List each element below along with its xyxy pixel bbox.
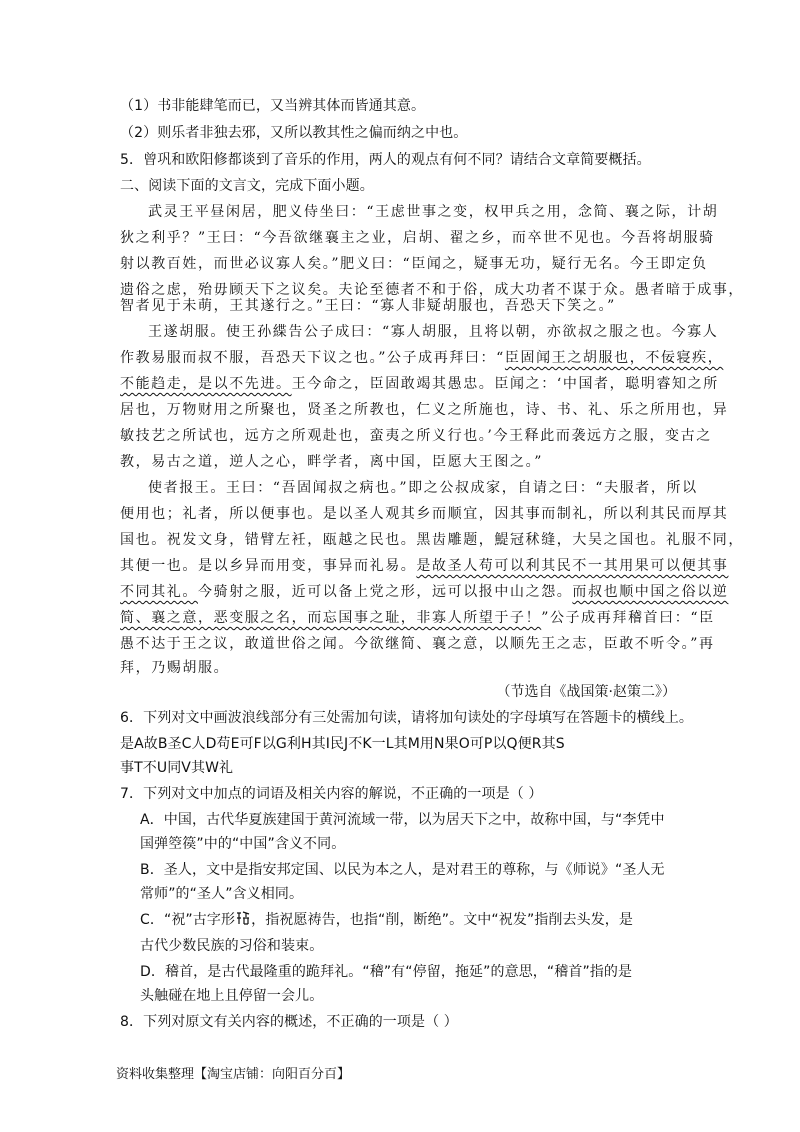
option-b: 常师”的“圣人”含义相同。 <box>140 886 304 902</box>
passage-line: 敏技艺之所试也，远方之所观赴也，蛮夷之所义行也。’今王释此而袭远方之服，变古之 <box>120 428 712 444</box>
passage-text: 王今命之，臣固敢竭其愚忠。臣闻之：‘中国者，聪明睿知之所 <box>291 376 719 392</box>
passage-text: 其便一也。是以乡异而用变，事异而礼易。 <box>120 558 417 574</box>
option-d: D．稽首，是古代最隆重的跪拜礼。“稽”有“停留，拖延”的意思，“稽首”指的是 <box>140 964 633 980</box>
question-6-letter-sequence: 是A故B圣C人D苟E可F以G利H其I民J不K一L其M用N果O可P以Q便R其S <box>120 736 565 752</box>
question-6-stem: 6．下列对文中画波浪线部分有三处需加句读，请将加句读处的字母填写在答题卡的横线上。 <box>120 710 694 726</box>
question-5: 5．曾巩和欧阳修都谈到了音乐的作用，两人的观点有何不同？请结合文章简要概括。 <box>120 152 651 168</box>
passage-line: 愚不达于王之议，敢道世俗之闻。今欲继简、襄之意，以顺先王之志，臣敢不听令。”再 <box>120 636 715 652</box>
wavy-underlined-text: 不同其礼。 <box>120 584 198 600</box>
option-c <box>140 910 633 930</box>
passage-line: 便用也；礼者，所以便事也。是以圣人观其乡而顺宜，因其事而制礼，所以利其民而厚其 <box>120 506 729 522</box>
wavy-underlined-text: 不能趋走，是以不先进。 <box>120 376 292 392</box>
option-a: A．中国，古代华夏族建国于黄河流域一带，以为居天下之中，故称中国，与“李凭中 <box>140 812 665 828</box>
passage-line: 王遂胡服。使王孙緤告公子成曰：“寡人胡服，且将以朝，亦欲叔之服之也。今寡人 <box>148 324 719 340</box>
passage-text: ”公子成再拜稽首曰：“臣 <box>541 610 715 626</box>
option-c: 古代少数民族的习俗和装束。 <box>140 938 324 954</box>
wavy-underlined-text: 是故圣人苟可以利其民不一其用果可以便其事 <box>416 558 729 574</box>
option-a: 国弹箜篌”中的“中国”含义不同。 <box>140 836 346 852</box>
passage-line: 遗俗之虑，殆毋顾天下之议矣。夫论至德者不和于俗，成大功者不谋于众。愚者暗于成事， <box>120 282 744 298</box>
wavy-underlined-text: 而叔也顺中国之俗以逆 <box>572 584 729 600</box>
wavy-underlined-text: 臣固闻王之胡服也，不佞寝疾， <box>504 350 724 366</box>
passage-line: 武灵王平昼闲居，肥义侍坐曰：“王虑世事之变，权甲兵之用，念简、襄之际，计胡 <box>148 204 719 220</box>
passage-line <box>120 582 728 602</box>
option-d: 头触碰在地上且停留一会儿。 <box>140 988 324 1004</box>
passage-line: 射以教百姓，而世必议寡人矣。”肥义曰：“臣闻之，疑事无功，疑行无名。今王即定负 <box>120 256 708 272</box>
passage-text: 今骑射之服，近可以备上党之形，远可以报中山之怨。 <box>198 584 573 600</box>
passage-text: 作教易服而叔不服，吾恐天下议之也。”公子成再拜曰：“ <box>120 350 505 366</box>
passage-line: 拜，乃赐胡服。 <box>120 660 230 676</box>
option-c-text: C．“祝”古字形 <box>140 912 236 928</box>
wavy-underlined-text: 简、襄之意，恶变服之名，而忘国事之耻，非寡人所望于子！ <box>120 610 542 626</box>
passage-line: 使者报王。王曰：“吾固闻叔之病也。”即之公叔成家，自请之曰：“夫服者，所以 <box>148 480 698 496</box>
question-7-stem: 7．下列对文中加点的词语及相关内容的解说，不正确的一项是（ ） <box>120 786 543 802</box>
passage-line: 狄之利乎？”王曰：“今吾欲继襄主之业，启胡、翟之乡，而卒世不见也。今吾将胡服骑 <box>120 230 715 246</box>
question-6-letter-sequence: 事T不U同V其W礼 <box>120 760 234 776</box>
passage-line: 智者见于未萌，王其遂行之。”王曰：“寡人非疑胡服也，吾恐天下笑之。” <box>120 298 616 314</box>
question-4-item-2: （2）则乐者非独去邪，又所以教其性之偏而纳之中也。 <box>120 125 468 141</box>
question-4-item-1: （1）书非能肆笔而已，又当辨其体而皆通其意。 <box>120 98 426 114</box>
passage-line <box>120 556 728 576</box>
section-2-heading: 二、阅读下面的文言文，完成下面小题。 <box>120 178 374 194</box>
ancient-glyph-icon <box>235 910 251 926</box>
passage-line <box>120 348 723 368</box>
option-b: B．圣人，文中是指安邦定国、以民为本之人，是对君王的尊称，与《师说》“圣人无 <box>140 862 665 878</box>
passage-line <box>120 374 719 394</box>
passage-line: 居也，万物财用之所聚也，贤圣之所教也，仁义之所施也，诗、书、礼、乐之所用也，异 <box>120 402 729 418</box>
passage-source: （节选自《战国策·赵策二》） <box>496 684 676 700</box>
question-8-stem: 8．下列对原文有关内容的概述，不正确的一项是（ ） <box>120 1014 458 1030</box>
passage-line: 教，易古之道，逆人之心，畔学者，离中国，臣愿大王图之。” <box>120 454 543 470</box>
footer-note: 资料收集整理【淘宝店铺：向阳百分百】 <box>116 1067 351 1082</box>
option-c-text: ，指祝愿祷告，也指“削，断绝”。文中“祝发”指削去头发，是 <box>251 912 634 928</box>
passage-line <box>120 608 715 628</box>
passage-line: 国也。祝发文身，错臂左衽，瓯越之民也。黑齿雕题，鯷冠秫缝，大吴之国也。礼服不同， <box>120 532 744 548</box>
